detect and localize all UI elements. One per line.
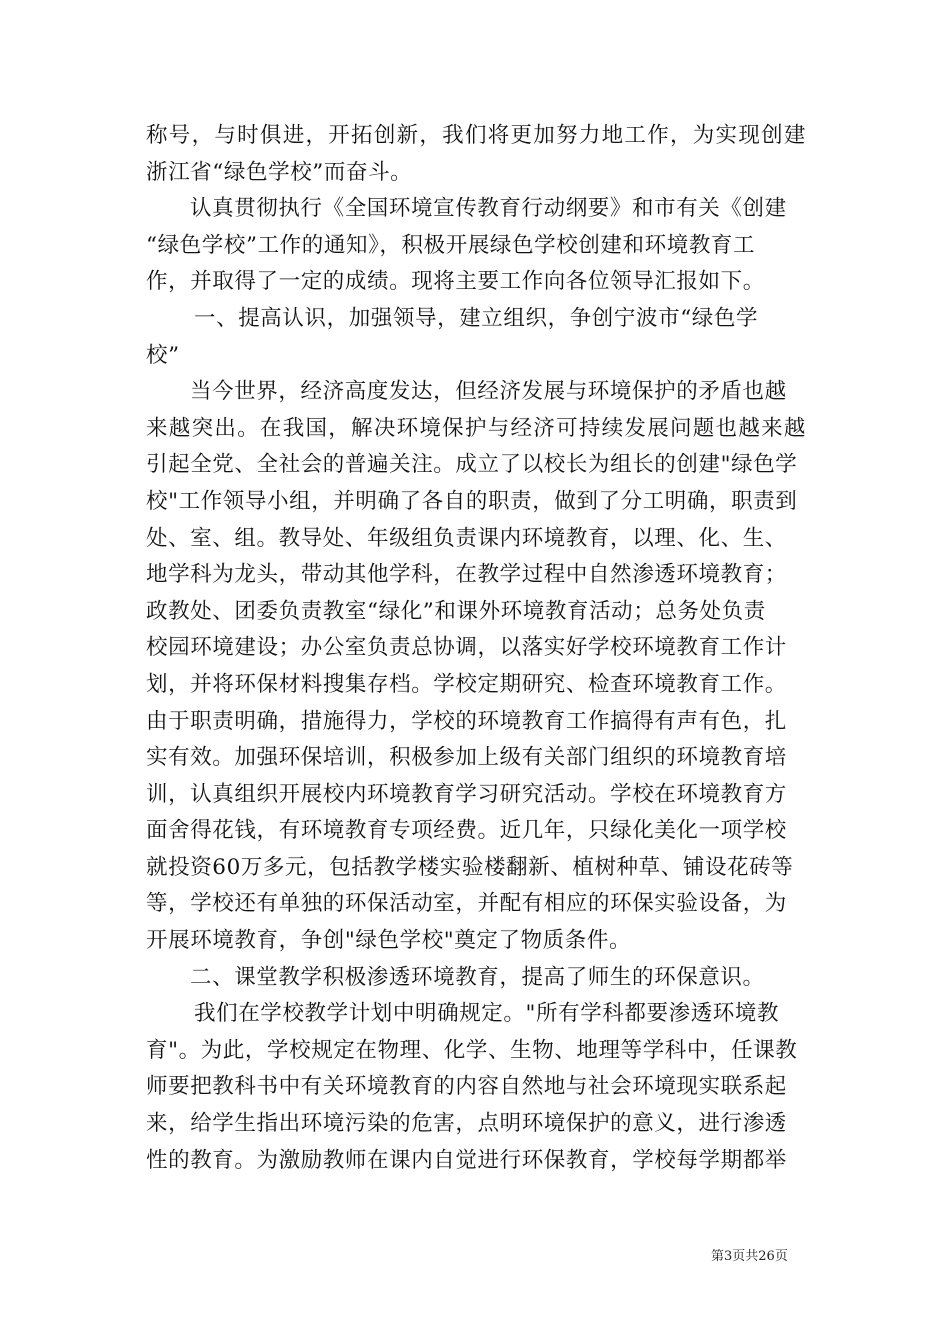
text-line: 实有效。加强环保培训，积极参加上级有关部门组织的环境教育培: [146, 745, 787, 771]
text-line: 育"。为此，学校规定在物理、化学、生物、地理等学科中，任课教: [146, 1037, 798, 1063]
text-line: 就投资60万多元，包括教学楼实验楼翻新、植树种草、铺设花砖等: [146, 854, 794, 880]
text-line: 校"工作领导小组，并明确了各自的职责，做到了分工明确，职责到: [146, 488, 798, 514]
text-line: 来越突出。在我国，解决环境保护与经济可持续发展问题也越来越: [146, 415, 806, 441]
text-line: 开展环境教育，争创"绿色学校"奠定了物质条件。: [146, 928, 632, 954]
text-line: 引起全党、全社会的普遍关注。成立了以校长为组长的创建"绿色学: [146, 452, 798, 478]
text-line: 面舍得花钱，有环境教育专项经费。近几年，只绿化美化一项学校: [146, 818, 787, 844]
text-line: 校园环境建设；办公室负责总协调，以落实好学校环境教育工作计: [146, 635, 787, 661]
text-line: 训，认真组织开展校内环境教育学习研究活动。学校在环境教育方: [146, 781, 787, 807]
text-line: 划，并将环保材料搜集存档。学校定期研究、检查环境教育工作。: [146, 671, 787, 697]
page-number-footer: 第3页共26页: [711, 1249, 788, 1264]
text-line: 政教处、团委负责教室“绿化”和课外环境教育活动；总务处负责: [146, 598, 766, 624]
paragraph-start-line: 当今世界，经济高度发达，但经济发展与环境保护的矛盾也越: [190, 379, 787, 405]
text-line: 作，并取得了一定的成绩。现将主要工作向各位领导汇报如下。: [146, 269, 765, 295]
text-line: 由于职责明确，措施得力，学校的环境教育工作搞得有声有色，扎: [146, 708, 787, 734]
text-line: 称号，与时俱进，开拓创新，我们将更加努力地工作，为实现创建: [146, 123, 806, 148]
section-heading-line: 校”: [146, 342, 180, 368]
text-line: “绿色学校”工作的通知》，积极开展绿色学校创建和环境教育工: [146, 232, 756, 258]
section-heading-line: 一、提高认识，加强领导，建立组织，争创宁波市“绿色学: [194, 305, 759, 331]
text-line: 性的教育。为激励教师在课内自觉进行环保教育，学校每学期都举: [146, 1147, 787, 1173]
paragraph-start-line: 我们在学校教学计划中明确规定。"所有学科都要渗透环境教: [194, 1001, 780, 1027]
section-heading-line: 二、课堂教学积极渗透环境教育，提高了师生的环保意识。: [190, 964, 765, 990]
paragraph-start-line: 认真贯彻执行《全国环境宣传教育行动纲要》和市有关《创建: [190, 196, 787, 222]
text-line: 地学科为龙头，带动其他学科，在教学过程中自然渗透环境教育；: [146, 562, 787, 588]
text-line: 来，给学生指出环境污染的危害，点明环境保护的意义，进行渗透: [146, 1111, 787, 1137]
document-body: [146, 118, 806, 1179]
text-line: 处、室、组。教导处、年级组负责课内环境教育，以理、化、生、: [146, 525, 787, 551]
text-line: 师要把教科书中有关环境教育的内容自然地与社会环境现实联系起: [146, 1074, 787, 1100]
text-line: 浙江省“绿色学校”而奋斗。: [146, 159, 413, 185]
text-line: 等，学校还有单独的环保活动室，并配有相应的环保实验设备，为: [146, 891, 787, 917]
